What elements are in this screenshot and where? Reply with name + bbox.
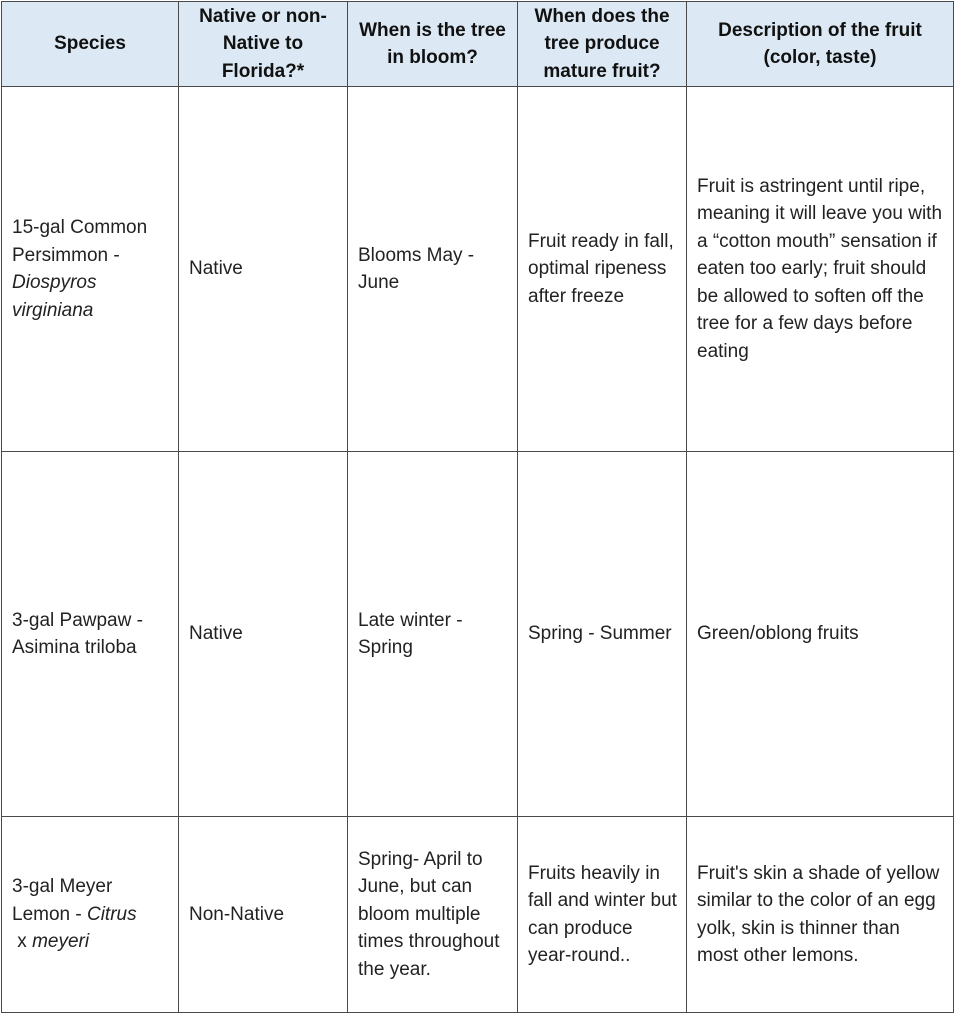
fruit-time-cell: Fruit ready in fall, optimal ripeness after freeze	[518, 87, 687, 452]
species-genus: Citrus	[86, 903, 137, 925]
fruit-tree-table	[1, 1, 954, 1013]
header-row	[2, 2, 954, 87]
table-row	[2, 87, 954, 452]
fruit-time-cell: Spring - Summer	[518, 452, 687, 817]
species-common-name: 3-gal Meyer Lemon -	[12, 876, 113, 925]
description-cell: Fruit is astringent until ripe, meaning it will leave you with a “cotton mouth” sensation if eaten too early; fruit should be allowed to soften off the tree for a few days before eating	[687, 87, 954, 452]
native-cell: Native	[179, 452, 348, 817]
header-native: Native or non-Native to Florida?*	[179, 2, 348, 87]
native-cell: Native	[179, 87, 348, 452]
bloom-cell: Blooms May - June	[348, 87, 518, 452]
table-row	[2, 452, 954, 817]
species-hybrid-x: x	[12, 931, 33, 953]
description-cell: Green/oblong fruits	[687, 452, 954, 817]
species-cell	[2, 817, 179, 1013]
table-row	[2, 817, 954, 1013]
header-bloom: When is the tree in bloom?	[348, 2, 518, 87]
header-species: Species	[2, 2, 179, 87]
bloom-cell: Spring- April to June, but can bloom multiple times throughout the year.	[348, 817, 518, 1013]
header-description: Description of the fruit (color, taste)	[687, 2, 954, 87]
native-cell: Non-Native	[179, 817, 348, 1013]
species-scientific-name: Diospyros virginiana	[12, 272, 97, 321]
species-common-name: 15-gal Common Persimmon -	[12, 217, 148, 266]
species-cell	[2, 87, 179, 452]
header-fruit-time: When does the tree produce mature fruit?	[518, 2, 687, 87]
fruit-time-cell: Fruits heavily in fall and winter but can produce year-round..	[518, 817, 687, 1013]
bloom-cell: Late winter - Spring	[348, 452, 518, 817]
species-cell: 3-gal Pawpaw - Asimina triloba	[2, 452, 179, 817]
description-cell: Fruit's skin a shade of yellow similar to the color of an egg yolk, skin is thinner than most other lemons.	[687, 817, 954, 1013]
species-epithet: meyeri	[32, 931, 90, 953]
